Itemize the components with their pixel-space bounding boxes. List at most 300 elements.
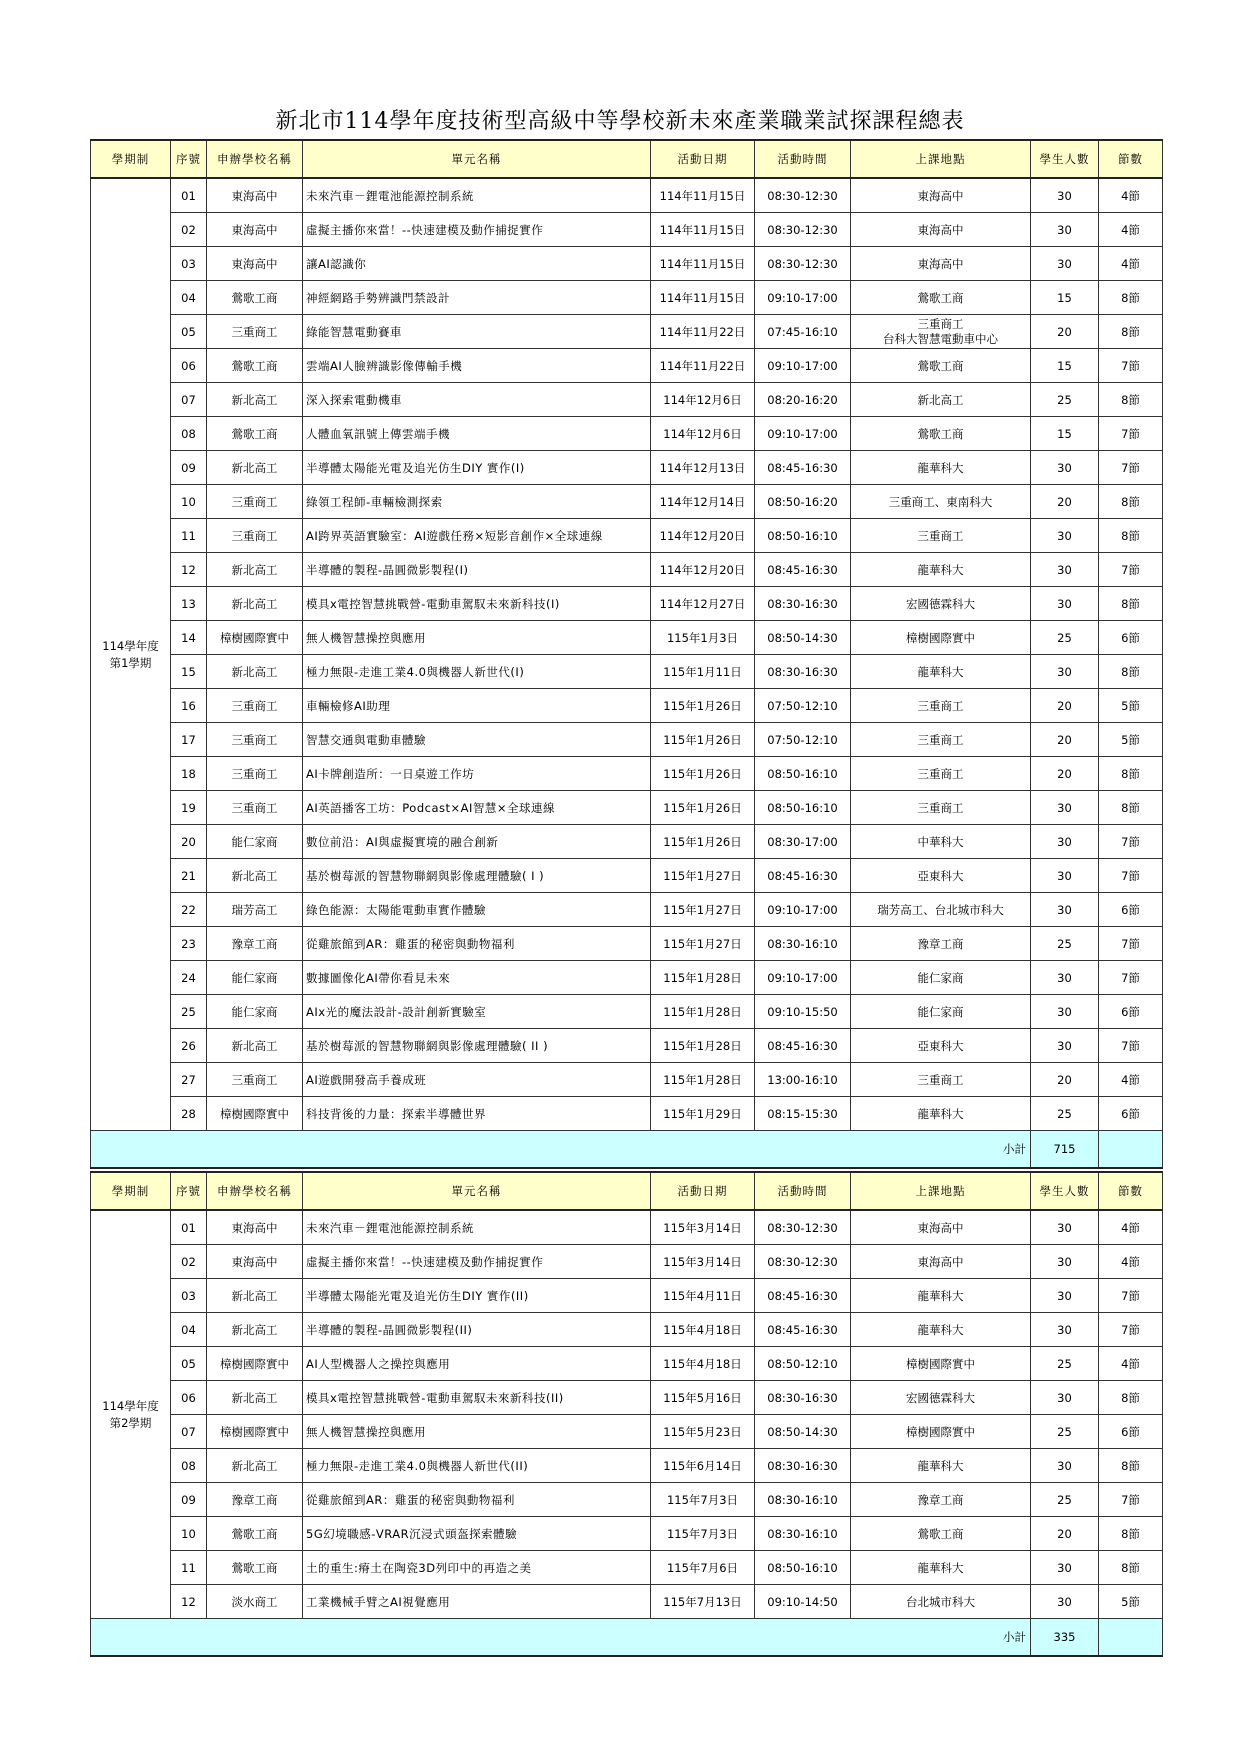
table-row bbox=[91, 995, 1163, 1029]
table-row bbox=[91, 383, 1163, 417]
cell-school: 新北高工 bbox=[207, 587, 303, 621]
cell-students: 15 bbox=[1031, 281, 1099, 315]
cell-date: 114年11月15日 bbox=[651, 247, 755, 281]
cell-school: 新北高工 bbox=[207, 1449, 303, 1483]
cell-students: 30 bbox=[1031, 247, 1099, 281]
cell-students: 25 bbox=[1031, 1097, 1099, 1131]
table-row bbox=[91, 315, 1163, 349]
cell-location: 亞東科大 bbox=[851, 859, 1031, 893]
cell-students: 30 bbox=[1031, 655, 1099, 689]
cell-students: 20 bbox=[1031, 723, 1099, 757]
cell-unit: 半導體太陽能光電及追光仿生DIY 實作(I) bbox=[303, 451, 651, 485]
cell-periods: 6節 bbox=[1099, 621, 1163, 655]
cell-periods: 6節 bbox=[1099, 893, 1163, 927]
cell-time: 08:30-17:00 bbox=[755, 825, 851, 859]
cell-periods: 7節 bbox=[1099, 825, 1163, 859]
cell-unit: 車輛檢修AI助理 bbox=[303, 689, 651, 723]
cell-students: 30 bbox=[1031, 1245, 1099, 1279]
cell-time: 08:30-16:10 bbox=[755, 927, 851, 961]
cell-unit: 虛擬主播你來當！--快速建模及動作捕捉實作 bbox=[303, 213, 651, 247]
cell-school: 瑞芳高工 bbox=[207, 893, 303, 927]
column-header-school: 申辦學校名稱 bbox=[207, 140, 303, 178]
cell-location: 三重商工、東南科大 bbox=[851, 485, 1031, 519]
cell-unit: 極力無限-走進工業4.0與機器人新世代(I) bbox=[303, 655, 651, 689]
column-header-time: 活動時間 bbox=[755, 140, 851, 178]
cell-time: 08:30-12:30 bbox=[755, 213, 851, 247]
column-header-location: 上課地點 bbox=[851, 1172, 1031, 1210]
cell-date: 115年6月14日 bbox=[651, 1449, 755, 1483]
cell-no: 13 bbox=[171, 587, 207, 621]
cell-date: 115年4月18日 bbox=[651, 1313, 755, 1347]
cell-periods: 4節 bbox=[1099, 1347, 1163, 1381]
term-year: 114學年度 bbox=[102, 638, 159, 653]
cell-date: 114年11月22日 bbox=[651, 315, 755, 349]
cell-students: 15 bbox=[1031, 417, 1099, 451]
cell-location: 龍華科大 bbox=[851, 1279, 1031, 1313]
cell-no: 08 bbox=[171, 417, 207, 451]
cell-date: 115年1月26日 bbox=[651, 757, 755, 791]
cell-date: 115年1月28日 bbox=[651, 1029, 755, 1063]
table-row bbox=[91, 178, 1163, 213]
cell-periods: 6節 bbox=[1099, 1415, 1163, 1449]
table-row bbox=[91, 1551, 1163, 1585]
semester-1-table bbox=[90, 139, 1163, 1169]
cell-periods: 8節 bbox=[1099, 1551, 1163, 1585]
cell-school: 能仁家商 bbox=[207, 995, 303, 1029]
table-row bbox=[91, 757, 1163, 791]
cell-date: 115年1月27日 bbox=[651, 893, 755, 927]
cell-school: 東海高中 bbox=[207, 1210, 303, 1245]
cell-location: 三重商工 bbox=[851, 757, 1031, 791]
cell-date: 115年1月28日 bbox=[651, 995, 755, 1029]
column-header-unit: 單元名稱 bbox=[303, 1172, 651, 1210]
cell-students: 30 bbox=[1031, 1313, 1099, 1347]
cell-date: 115年4月18日 bbox=[651, 1347, 755, 1381]
cell-time: 08:50-16:10 bbox=[755, 519, 851, 553]
cell-time: 08:45-16:30 bbox=[755, 553, 851, 587]
cell-location: 龍華科大 bbox=[851, 655, 1031, 689]
cell-unit: 未來汽車－鋰電池能源控制系統 bbox=[303, 1210, 651, 1245]
subtotal-periods-empty bbox=[1099, 1131, 1163, 1169]
cell-location: 鶯歌工商 bbox=[851, 417, 1031, 451]
cell-location: 三重商工 bbox=[851, 791, 1031, 825]
cell-periods: 4節 bbox=[1099, 247, 1163, 281]
cell-unit: AI跨界英語實驗室：AI遊戲任務×短影音創作×全球連線 bbox=[303, 519, 651, 553]
cell-time: 08:45-16:30 bbox=[755, 859, 851, 893]
cell-date: 115年1月27日 bbox=[651, 859, 755, 893]
table-row bbox=[91, 1279, 1163, 1313]
cell-periods: 5節 bbox=[1099, 723, 1163, 757]
cell-time: 08:30-12:30 bbox=[755, 247, 851, 281]
cell-school: 三重商工 bbox=[207, 519, 303, 553]
cell-no: 21 bbox=[171, 859, 207, 893]
cell-no: 16 bbox=[171, 689, 207, 723]
cell-students: 20 bbox=[1031, 757, 1099, 791]
table-row bbox=[91, 1449, 1163, 1483]
cell-students: 20 bbox=[1031, 485, 1099, 519]
subtotal-students: 335 bbox=[1031, 1619, 1099, 1657]
table-row bbox=[91, 553, 1163, 587]
cell-students: 30 bbox=[1031, 451, 1099, 485]
cell-school: 能仁家商 bbox=[207, 825, 303, 859]
cell-unit: 綠領工程師-車輛檢測探索 bbox=[303, 485, 651, 519]
column-header-term: 學期制 bbox=[91, 140, 171, 178]
cell-time: 09:10-17:00 bbox=[755, 349, 851, 383]
cell-students: 30 bbox=[1031, 178, 1099, 213]
table-row bbox=[91, 247, 1163, 281]
cell-location bbox=[851, 315, 1031, 349]
cell-students: 30 bbox=[1031, 791, 1099, 825]
cell-school: 新北高工 bbox=[207, 1313, 303, 1347]
cell-date: 115年1月27日 bbox=[651, 927, 755, 961]
cell-location: 鶯歌工商 bbox=[851, 281, 1031, 315]
cell-no: 02 bbox=[171, 213, 207, 247]
cell-no: 24 bbox=[171, 961, 207, 995]
cell-location: 東海高中 bbox=[851, 1245, 1031, 1279]
cell-periods: 8節 bbox=[1099, 281, 1163, 315]
cell-no: 19 bbox=[171, 791, 207, 825]
table-row bbox=[91, 655, 1163, 689]
cell-school: 鶯歌工商 bbox=[207, 1517, 303, 1551]
cell-unit: 土的重生:瘠土在陶瓷3D列印中的再造之美 bbox=[303, 1551, 651, 1585]
cell-school: 豫章工商 bbox=[207, 1483, 303, 1517]
cell-time: 08:30-16:10 bbox=[755, 1517, 851, 1551]
cell-no: 07 bbox=[171, 383, 207, 417]
column-header-periods: 節數 bbox=[1099, 1172, 1163, 1210]
cell-school: 鶯歌工商 bbox=[207, 1551, 303, 1585]
cell-periods: 8節 bbox=[1099, 1517, 1163, 1551]
cell-students: 30 bbox=[1031, 213, 1099, 247]
cell-school: 淡水商工 bbox=[207, 1585, 303, 1619]
cell-school: 三重商工 bbox=[207, 723, 303, 757]
subtotal-label: 小計 bbox=[91, 1619, 1031, 1657]
cell-unit: 工業機械手臂之AI視覺應用 bbox=[303, 1585, 651, 1619]
cell-time: 08:30-16:30 bbox=[755, 587, 851, 621]
cell-location: 宏國德霖科大 bbox=[851, 587, 1031, 621]
cell-location: 豫章工商 bbox=[851, 1483, 1031, 1517]
cell-school: 東海高中 bbox=[207, 247, 303, 281]
table-row bbox=[91, 281, 1163, 315]
cell-students: 30 bbox=[1031, 1585, 1099, 1619]
cell-location: 東海高中 bbox=[851, 247, 1031, 281]
cell-no: 11 bbox=[171, 519, 207, 553]
cell-no: 06 bbox=[171, 349, 207, 383]
cell-periods: 8節 bbox=[1099, 655, 1163, 689]
cell-no: 17 bbox=[171, 723, 207, 757]
location-line-2: 台科大智慧電動車中心 bbox=[883, 331, 998, 346]
table-row bbox=[91, 825, 1163, 859]
cell-date: 115年7月6日 bbox=[651, 1551, 755, 1585]
column-header-unit: 單元名稱 bbox=[303, 140, 651, 178]
cell-periods: 6節 bbox=[1099, 1097, 1163, 1131]
cell-time: 07:45-16:10 bbox=[755, 315, 851, 349]
cell-location: 三重商工 bbox=[851, 519, 1031, 553]
cell-no: 04 bbox=[171, 1313, 207, 1347]
cell-location: 能仁家商 bbox=[851, 995, 1031, 1029]
cell-students: 30 bbox=[1031, 1210, 1099, 1245]
cell-students: 30 bbox=[1031, 553, 1099, 587]
cell-date: 115年7月13日 bbox=[651, 1585, 755, 1619]
cell-periods: 8節 bbox=[1099, 791, 1163, 825]
cell-location: 龍華科大 bbox=[851, 1097, 1031, 1131]
column-header-students: 學生人數 bbox=[1031, 1172, 1099, 1210]
cell-unit: AI遊戲開發高手養成班 bbox=[303, 1063, 651, 1097]
cell-students: 20 bbox=[1031, 315, 1099, 349]
cell-time: 08:45-16:30 bbox=[755, 1029, 851, 1063]
cell-date: 115年1月29日 bbox=[651, 1097, 755, 1131]
term-cell bbox=[91, 1210, 171, 1619]
cell-students: 30 bbox=[1031, 587, 1099, 621]
cell-periods: 7節 bbox=[1099, 349, 1163, 383]
table-header-row bbox=[91, 1172, 1163, 1210]
cell-date: 115年7月3日 bbox=[651, 1483, 755, 1517]
cell-students: 20 bbox=[1031, 1517, 1099, 1551]
cell-no: 02 bbox=[171, 1245, 207, 1279]
cell-no: 11 bbox=[171, 1551, 207, 1585]
cell-date: 115年1月26日 bbox=[651, 723, 755, 757]
cell-location: 三重商工 bbox=[851, 1063, 1031, 1097]
table-row bbox=[91, 723, 1163, 757]
cell-date: 114年12月14日 bbox=[651, 485, 755, 519]
cell-time: 09:10-17:00 bbox=[755, 961, 851, 995]
cell-no: 23 bbox=[171, 927, 207, 961]
cell-students: 20 bbox=[1031, 1063, 1099, 1097]
cell-location: 龍華科大 bbox=[851, 1313, 1031, 1347]
cell-time: 08:30-16:30 bbox=[755, 1381, 851, 1415]
cell-school: 東海高中 bbox=[207, 1245, 303, 1279]
cell-periods: 8節 bbox=[1099, 519, 1163, 553]
cell-date: 114年11月22日 bbox=[651, 349, 755, 383]
cell-periods: 5節 bbox=[1099, 689, 1163, 723]
cell-no: 04 bbox=[171, 281, 207, 315]
cell-unit: 雲端AI人臉辨識影像傳輸手機 bbox=[303, 349, 651, 383]
cell-unit: AI卡牌創造所：一日桌遊工作坊 bbox=[303, 757, 651, 791]
cell-no: 08 bbox=[171, 1449, 207, 1483]
cell-unit: AI英語播客工坊：Podcast×AI智慧×全球連線 bbox=[303, 791, 651, 825]
cell-time: 08:50-16:10 bbox=[755, 791, 851, 825]
cell-date: 115年1月26日 bbox=[651, 689, 755, 723]
cell-periods: 8節 bbox=[1099, 315, 1163, 349]
cell-time: 08:30-16:30 bbox=[755, 655, 851, 689]
subtotal-periods-empty bbox=[1099, 1619, 1163, 1657]
table-row bbox=[91, 451, 1163, 485]
table-row bbox=[91, 1585, 1163, 1619]
subtotal-students: 715 bbox=[1031, 1131, 1099, 1169]
page-title: 新北市114學年度技術型高級中等學校新未來產業職業試探課程總表 bbox=[275, 109, 965, 134]
table-row bbox=[91, 1483, 1163, 1517]
cell-time: 08:15-15:30 bbox=[755, 1097, 851, 1131]
cell-unit: 從雞旅館到AR：雞蛋的秘密與動物福利 bbox=[303, 1483, 651, 1517]
cell-no: 22 bbox=[171, 893, 207, 927]
column-header-students: 學生人數 bbox=[1031, 140, 1099, 178]
cell-no: 03 bbox=[171, 247, 207, 281]
cell-periods: 7節 bbox=[1099, 1483, 1163, 1517]
table-row bbox=[91, 1245, 1163, 1279]
cell-unit: 從雞旅館到AR：雞蛋的秘密與動物福利 bbox=[303, 927, 651, 961]
cell-time: 08:45-16:30 bbox=[755, 1313, 851, 1347]
cell-school: 三重商工 bbox=[207, 791, 303, 825]
cell-location: 能仁家商 bbox=[851, 961, 1031, 995]
cell-date: 114年12月13日 bbox=[651, 451, 755, 485]
cell-no: 05 bbox=[171, 1347, 207, 1381]
table-row bbox=[91, 1063, 1163, 1097]
term-year: 114學年度 bbox=[102, 1398, 159, 1413]
cell-time: 13:00-16:10 bbox=[755, 1063, 851, 1097]
cell-school: 東海高中 bbox=[207, 213, 303, 247]
cell-no: 12 bbox=[171, 1585, 207, 1619]
cell-time: 08:50-14:30 bbox=[755, 1415, 851, 1449]
cell-location: 龍華科大 bbox=[851, 1551, 1031, 1585]
cell-unit: 半導體的製程-晶圓微影製程(II) bbox=[303, 1313, 651, 1347]
cell-school: 鶯歌工商 bbox=[207, 281, 303, 315]
column-header-location: 上課地點 bbox=[851, 140, 1031, 178]
cell-periods: 7節 bbox=[1099, 927, 1163, 961]
table-row bbox=[91, 1097, 1163, 1131]
cell-students: 30 bbox=[1031, 1279, 1099, 1313]
cell-periods: 7節 bbox=[1099, 451, 1163, 485]
cell-date: 115年3月14日 bbox=[651, 1245, 755, 1279]
cell-periods: 8節 bbox=[1099, 1449, 1163, 1483]
cell-students: 30 bbox=[1031, 995, 1099, 1029]
cell-periods: 4節 bbox=[1099, 1063, 1163, 1097]
cell-date: 115年1月26日 bbox=[651, 791, 755, 825]
cell-location: 中華科大 bbox=[851, 825, 1031, 859]
cell-unit: 基於樹莓派的智慧物聯網與影像處理體驗( I ) bbox=[303, 859, 651, 893]
cell-location: 三重商工 bbox=[851, 689, 1031, 723]
cell-date: 114年12月20日 bbox=[651, 519, 755, 553]
cell-periods: 6節 bbox=[1099, 995, 1163, 1029]
cell-school: 豫章工商 bbox=[207, 927, 303, 961]
cell-time: 08:30-16:10 bbox=[755, 1483, 851, 1517]
cell-unit: 神經網路手勢辨識門禁設計 bbox=[303, 281, 651, 315]
table-row bbox=[91, 1029, 1163, 1063]
cell-students: 25 bbox=[1031, 927, 1099, 961]
cell-periods: 8節 bbox=[1099, 485, 1163, 519]
cell-periods: 7節 bbox=[1099, 859, 1163, 893]
cell-unit: 5G幻境職感-VRAR沉浸式頭盔探索體驗 bbox=[303, 1517, 651, 1551]
cell-time: 09:10-17:00 bbox=[755, 417, 851, 451]
cell-periods: 4節 bbox=[1099, 1210, 1163, 1245]
cell-students: 30 bbox=[1031, 1381, 1099, 1415]
column-header-time: 活動時間 bbox=[755, 1172, 851, 1210]
cell-no: 07 bbox=[171, 1415, 207, 1449]
cell-no: 10 bbox=[171, 485, 207, 519]
subtotal-row bbox=[91, 1619, 1163, 1657]
cell-periods: 7節 bbox=[1099, 1313, 1163, 1347]
cell-no: 01 bbox=[171, 178, 207, 213]
cell-time: 09:10-14:50 bbox=[755, 1585, 851, 1619]
cell-location: 龍華科大 bbox=[851, 1449, 1031, 1483]
cell-unit: 極力無限-走進工業4.0與機器人新世代(II) bbox=[303, 1449, 651, 1483]
cell-school: 樟樹國際實中 bbox=[207, 1097, 303, 1131]
table-row bbox=[91, 587, 1163, 621]
table-row bbox=[91, 1381, 1163, 1415]
cell-date: 114年12月27日 bbox=[651, 587, 755, 621]
cell-time: 07:50-12:10 bbox=[755, 723, 851, 757]
cell-location: 台北城市科大 bbox=[851, 1585, 1031, 1619]
cell-time: 08:50-12:10 bbox=[755, 1347, 851, 1381]
cell-no: 06 bbox=[171, 1381, 207, 1415]
cell-date: 115年3月14日 bbox=[651, 1210, 755, 1245]
column-header-date: 活動日期 bbox=[651, 140, 755, 178]
subtotal-row bbox=[91, 1131, 1163, 1169]
cell-time: 09:10-17:00 bbox=[755, 281, 851, 315]
cell-date: 115年5月16日 bbox=[651, 1381, 755, 1415]
cell-time: 08:45-16:30 bbox=[755, 451, 851, 485]
cell-location: 亞東科大 bbox=[851, 1029, 1031, 1063]
table-row bbox=[91, 1347, 1163, 1381]
cell-students: 25 bbox=[1031, 1415, 1099, 1449]
cell-unit: 虛擬主播你來當！--快速建模及動作捕捉實作 bbox=[303, 1245, 651, 1279]
cell-students: 30 bbox=[1031, 825, 1099, 859]
table-row bbox=[91, 1313, 1163, 1347]
cell-location: 東海高中 bbox=[851, 213, 1031, 247]
cell-periods: 4節 bbox=[1099, 213, 1163, 247]
column-header-no: 序號 bbox=[171, 1172, 207, 1210]
table-row bbox=[91, 417, 1163, 451]
cell-periods: 7節 bbox=[1099, 553, 1163, 587]
cell-no: 10 bbox=[171, 1517, 207, 1551]
table-row bbox=[91, 1415, 1163, 1449]
column-header-term: 學期制 bbox=[91, 1172, 171, 1210]
table-row bbox=[91, 689, 1163, 723]
cell-school: 樟樹國際實中 bbox=[207, 1415, 303, 1449]
cell-time: 08:30-12:30 bbox=[755, 1245, 851, 1279]
cell-students: 30 bbox=[1031, 859, 1099, 893]
cell-unit: 綠能智慧電動賽車 bbox=[303, 315, 651, 349]
column-header-date: 活動日期 bbox=[651, 1172, 755, 1210]
term-semester: 第2學期 bbox=[109, 1415, 152, 1430]
cell-time: 08:30-12:30 bbox=[755, 178, 851, 213]
cell-periods: 5節 bbox=[1099, 1585, 1163, 1619]
cell-time: 08:30-12:30 bbox=[755, 1210, 851, 1245]
cell-time: 08:50-16:10 bbox=[755, 757, 851, 791]
cell-date: 114年11月15日 bbox=[651, 281, 755, 315]
cell-location: 龍華科大 bbox=[851, 451, 1031, 485]
cell-location: 三重商工 bbox=[851, 723, 1031, 757]
cell-time: 08:50-14:30 bbox=[755, 621, 851, 655]
cell-location: 樟樹國際實中 bbox=[851, 1415, 1031, 1449]
table-row bbox=[91, 961, 1163, 995]
cell-no: 09 bbox=[171, 1483, 207, 1517]
cell-location: 新北高工 bbox=[851, 383, 1031, 417]
cell-date: 115年1月28日 bbox=[651, 961, 755, 995]
cell-school: 東海高中 bbox=[207, 178, 303, 213]
cell-school: 新北高工 bbox=[207, 1029, 303, 1063]
term-semester: 第1學期 bbox=[109, 655, 152, 670]
cell-school: 三重商工 bbox=[207, 485, 303, 519]
cell-unit: AIx光的魔法設計-設計創新實驗室 bbox=[303, 995, 651, 1029]
cell-unit: 半導體的製程-晶圓微影製程(I) bbox=[303, 553, 651, 587]
cell-unit: 深入探索電動機車 bbox=[303, 383, 651, 417]
table-row bbox=[91, 1517, 1163, 1551]
table-header-row bbox=[91, 140, 1163, 178]
cell-location: 瑞芳高工、台北城市科大 bbox=[851, 893, 1031, 927]
cell-no: 18 bbox=[171, 757, 207, 791]
cell-school: 新北高工 bbox=[207, 1279, 303, 1313]
cell-location: 鶯歌工商 bbox=[851, 1517, 1031, 1551]
cell-school: 三重商工 bbox=[207, 1063, 303, 1097]
cell-unit: 數據圖像化AI帶你看見未來 bbox=[303, 961, 651, 995]
cell-students: 15 bbox=[1031, 349, 1099, 383]
cell-unit: 綠色能源：太陽能電動車實作體驗 bbox=[303, 893, 651, 927]
cell-periods: 8節 bbox=[1099, 587, 1163, 621]
cell-periods: 7節 bbox=[1099, 961, 1163, 995]
cell-students: 25 bbox=[1031, 621, 1099, 655]
cell-no: 12 bbox=[171, 553, 207, 587]
cell-unit: 半導體太陽能光電及追光仿生DIY 實作(II) bbox=[303, 1279, 651, 1313]
cell-periods: 8節 bbox=[1099, 383, 1163, 417]
